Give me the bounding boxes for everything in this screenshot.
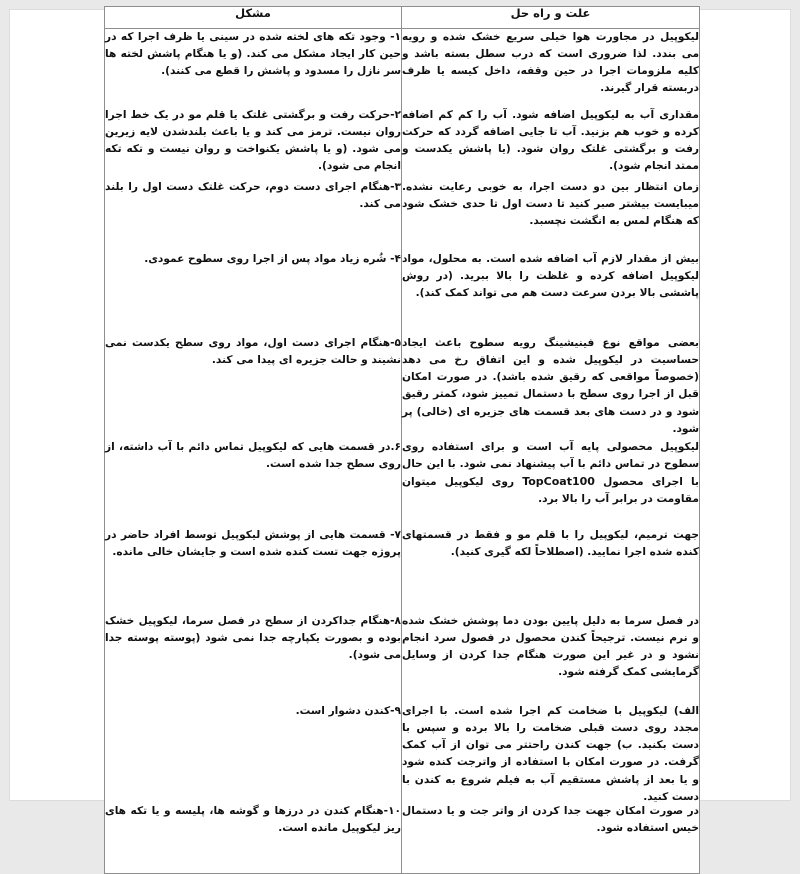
cause-entry-list (402, 29, 699, 873)
cause-entry-2: مقداری آب به لیکوپیل اضافه شود. آب را کم کم اضافه کرده و خوب هم بزنید. آب تا جایی اضافه گردد که حرکت رفت و برگشتی غلتک روان شود. (یا پاشش یکدست و ممتد انجام شود). (402, 109, 699, 173)
header-row (105, 7, 700, 29)
cause-entry-6: لیکوپیل محصولی پایه آب است و برای استفاده روی سطوح در تماس دائم با آب پیشنهاد نمی شود. با این حال با اجرای محصول TopCoat100 روی لیکوپیل میتوان مقاومت در برابر آب را بالا برد. (402, 441, 699, 506)
product-name-topcoat100: TopCoat100 (522, 475, 595, 489)
problem-entry-list (105, 29, 401, 873)
column-header-cause-solution: علت و راه حل (402, 7, 700, 29)
troubleshooting-table (104, 6, 700, 874)
cause-entry-7: جهت ترمیم، لیکوپیل را با قلم مو و فقط در قسمتهای کنده شده اجرا نمایید. (اصطلاحاً لکه گیری کنید). (402, 529, 699, 559)
problem-entry-6: ۶.در قسمت هایی که لیکوپیل تماس دائم با آب داشته، از روی سطح جدا شده است. (105, 441, 401, 471)
problem-entry-3: ۳-هنگام اجرای دست دوم، حرکت غلتک دست اول را بلند می کند. (105, 181, 401, 211)
table-row (105, 29, 700, 874)
problem-entry-5: ۵-هنگام اجرای دست اول، مواد روی سطح یکدست نمی نشیند و حالت جزیره ای پیدا می کند. (105, 337, 401, 367)
problem-entry-4: ۴- شُره زیاد مواد پس از اجرا روی سطوح عمودی. (144, 253, 401, 265)
problem-entry-1: ۱- وجود تکه های لخته شده در سینی یا ظرف اجرا که در حین کار ایجاد مشکل می کند. (و یا هنگام پاشش لخته ها سر نازل را مسدود و پاشش را قطع می کنند). (105, 31, 401, 78)
cause-entry-9: الف) لیکوپیل با ضخامت کم اجرا شده است. با اجرای مجدد روی دست قبلی ضخامت را بالا برده و سپس با دست بکنید. ب) جهت کندن راحتتر می توان از آب کمک گرفت. در صورت امکان با استفاده از واترجت کنده شود و یا بعد از پاشش مستقیم آب به فیلم شروع به کندن با دست کنید. (402, 705, 699, 803)
problem-entry-2: ۲-حرکت رفت و برگشتی غلتک یا قلم مو در یک خط اجرا روان نیست. ترمز می کند و یا باعث بلندشدن لایه زیرین می شود. (و یا پاشش یکنواخت و روان نیست و تکه تکه انجام می شود). (105, 109, 401, 173)
cause-entry-4: بیش از مقدار لازم آب اضافه شده است. به محلول، مواد لیکوپیل اضافه کرده و غلظت را بالا ببرید. (در روش پاششی بالا بردن سرعت دست هم می تواند کمک کند). (402, 253, 699, 300)
cause-solution-column (402, 29, 700, 874)
column-header-problem: مشکل (105, 7, 402, 29)
cause-entry-10: در صورت امکان جهت جدا کردن از واتر جت و یا دستمال خیس استفاده شود. (402, 805, 699, 835)
document-page (10, 6, 790, 835)
problem-entry-10: ۱۰-هنگام کندن در درزها و گوشه ها، پلیسه و یا تکه های ریز لیکوپیل مانده است. (105, 805, 401, 835)
cause-entry-8: در فصل سرما به دلیل پایین بودن دما پوشش خشک شده و نرم نیست. ترجیحاً کندن محصول در فصول سرد انجام نشود و در غیر این صورت هنگام جدا کردن از وسایل گرمایشی کمک گرفته شود. (402, 615, 699, 679)
problem-entry-7: ۷- قسمت هایی از پوشش لیکوپیل توسط افراد حاضر در پروژه جهت تست کنده شده است و جایشان خالی مانده. (105, 529, 401, 559)
cause-entry-5: بعضی مواقع نوع فینیشینگ رویه سطوح باعث ایجاد حساسیت در لیکوپیل شده و این اتفاق رخ می دهد (خصوصاً مواقعی که رقیق شده باشد). در صورت امکان قبل از اجرا روی سطح با دستمال تمییز شود، کمتر رقیق شود و در دست های بعد قسمت های جزیره ای (خالی) پر شود. (402, 337, 699, 435)
table-body (105, 29, 700, 874)
problem-column (105, 29, 402, 874)
problem-entry-8: ۸-هنگام جداکردن از سطح در فصل سرما، لیکوپیل خشک بوده و بصورت یکپارچه جدا نمی شود (پوسته پوسته جدا می شود). (105, 615, 401, 662)
cause-entry-1: لیکوپیل در مجاورت هوا خیلی سریع خشک شده و رویه می بندد. لذا ضروری است که درب سطل بسته باشد و کلیه ملزومات اجرا در حین وقفه، داخل کیسه یا ظرف دربسته قرار گیرند. (402, 31, 699, 95)
problem-entry-9: ۹-کندن دشوار است. (295, 705, 401, 717)
table-header (105, 7, 700, 29)
cause-entry-3: زمان انتظار بین دو دست اجرا، به خوبی رعایت نشده. میبایست بیشتر صبر کنید تا دست اول تا حدی خشک شود که هنگام لمس به انگشت نچسبد. (402, 181, 699, 228)
